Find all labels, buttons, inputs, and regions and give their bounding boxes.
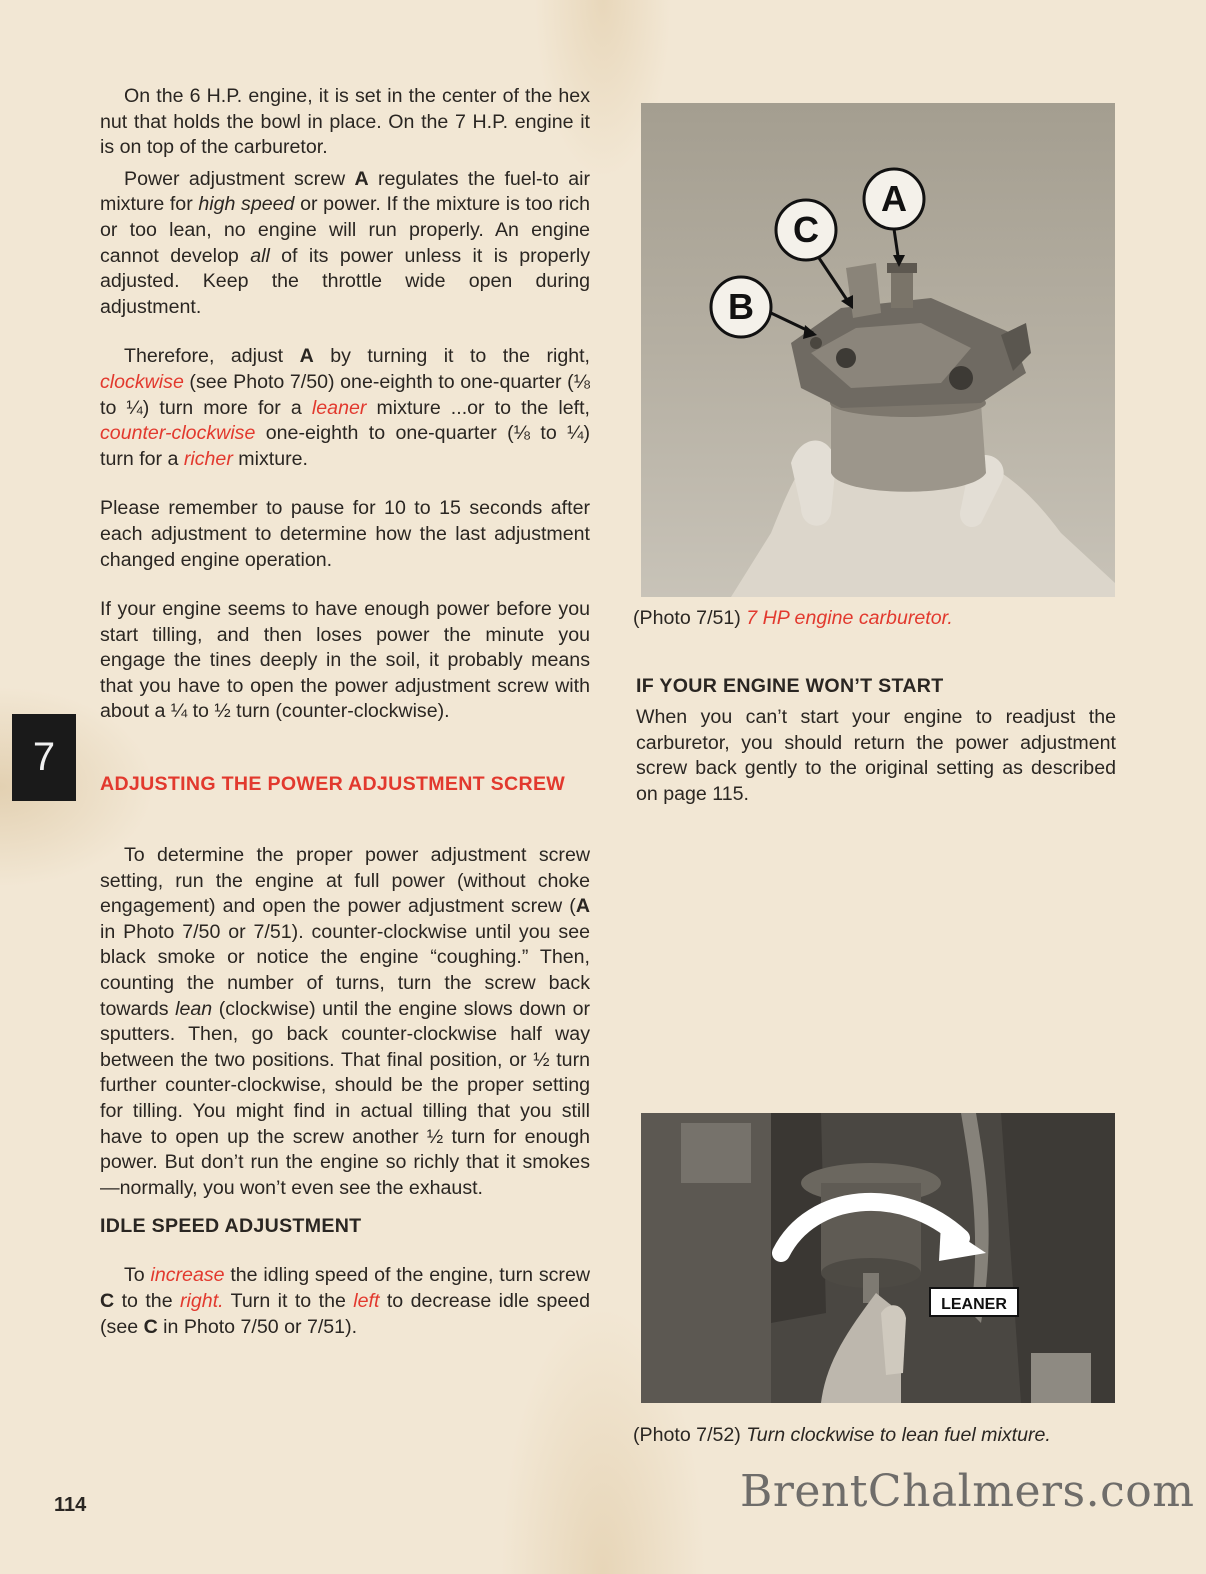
carburetor-illustration (641, 103, 1115, 597)
carburetor-photo (641, 103, 1115, 597)
label-b: B (728, 286, 754, 327)
paragraph-engine-location: On the 6 H.P. engine, it is set in the center of the hex nut that holds the bowl in place. On the 7 H.P. engine it is on top of the carburetor. (100, 85, 590, 159)
paragraph-loses-power: If your engine seems to have enough power before you start tilling, and then loses power the minute you engage the tines deeply in the soil, it probably means that you have to open the power adjustment screw with about a ¼ to ½ turn (counter-clockwise). (100, 598, 590, 723)
paragraph-determine-setting: To determine the proper power adjustment screw setting, run the engine at full power (without choke engagement) and open the power adjustment screw (A in Photo 7/50 or 7/51). counter-clockwise until you see black smoke or notice the engine “coughing.” Then, counting the number of turns, turn the screw back towards lean (clockwise) until the engine slows down or sputters. Then, go back counter-clockwise half way between the two positions. That final position, or ½ turn further counter-clockwise, should be the proper setting for tilling. You might find in actual tilling that you still have to open up the screw another ½ turn for enough power. But don’t run the engine so richly that it smokes—normally, you won’t even see the exhaust. (100, 844, 590, 1199)
chapter-tab: 7 (12, 714, 76, 801)
left-column (100, 84, 590, 1340)
watermark: BrentChalmers.com (740, 1466, 1195, 1517)
leaner-label: LEANER (941, 1296, 1007, 1313)
heading-idle-speed: IDLE SPEED ADJUSTMENT (100, 1215, 362, 1238)
paragraph-idle-speed: To increase the idling speed of the engine, turn screw C to the right. Turn it to the left to decrease idle speed (see C in Photo 7/50 or 7/51). (100, 1264, 590, 1338)
leaner-screw-illustration (641, 1113, 1115, 1403)
photo-caption-7-51: (Photo 7/51) 7 HP engine carburetor. (633, 607, 953, 629)
label-a: A (881, 178, 907, 219)
paragraph-wont-start: When you can’t start your engine to readjust the carburetor, you should return the power adjustment screw back gently to the original setting as described on page 115. (636, 706, 1116, 805)
label-c: C (793, 209, 819, 250)
photo-caption-7-52: (Photo 7/52) Turn clockwise to lean fuel mixture. (633, 1424, 1051, 1446)
right-column (636, 673, 1116, 807)
paragraph-power-screw: Power adjustment screw A regulates the fuel-to air mixture for high speed or power. If the mixture is too rich or too lean, no engine will run properly. An engine cannot develop all of its power unless it is properly adjusted. Keep the throttle wide open during adjustment. (100, 167, 590, 318)
heading-adjusting-power-screw: ADJUSTING THE POWER ADJUSTMENT SCREW (100, 773, 566, 796)
paragraph-pause: Please remember to pause for 10 to 15 seconds after each adjustment to determine how the last adjustment changed engine operation. (100, 497, 590, 571)
page-number: 114 (54, 1494, 87, 1516)
heading-engine-wont-start: IF YOUR ENGINE WON’T START (636, 675, 944, 697)
paragraph-adjust-a: Therefore, adjust A by turning it to the right, clockwise (see Photo 7/50) one-eighth to one-quarter (⅛ to ¼) turn more for a leaner mixture ...or to the left, counter-clockwise one-eighth to one-quarter (⅛ to ¼) turn for a richer mixture. (100, 345, 590, 470)
leaner-screw-photo (641, 1113, 1115, 1403)
